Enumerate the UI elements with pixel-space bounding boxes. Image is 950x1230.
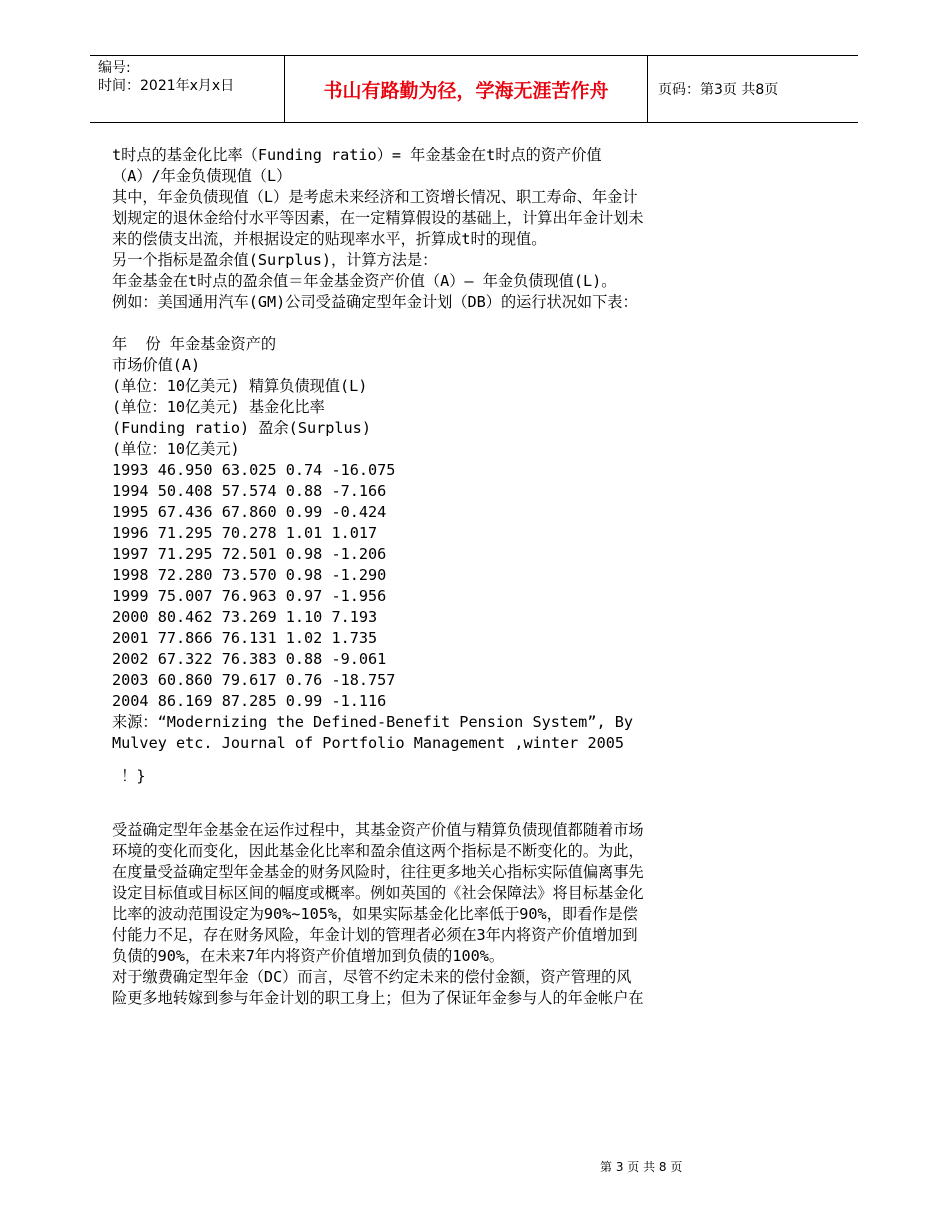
source-line: Mulvey etc. Journal of Portfolio Management ,winter 2005 (112, 734, 625, 752)
table-row: 1995 67.436 67.860 0.99 -0.424 (112, 503, 387, 521)
header-page-label: 页码：第3页 共8页 (658, 82, 779, 98)
body-line: 环境的变化而变化，因此基金化比率和盈余值这两个指标是不断变化的。为此， (112, 842, 644, 860)
number-label: 编号: (98, 60, 131, 76)
body-line: 险更多地转嫁到参与年金计划的职工身上；但为了保证年金参与人的年金帐户在 (112, 989, 644, 1007)
body-line: 来的偿债支出流，并根据设定的贴现率水平，折算成t时的现值。 (112, 230, 547, 248)
table-row: 1993 46.950 63.025 0.74 -16.075 (112, 461, 396, 479)
header-motto: 书山有路勤为径，学海无涯苦作舟 (284, 56, 648, 122)
source-line: 来源：“Modernizing the Defined-Benefit Pension System”, By (112, 713, 634, 731)
body-line: 比率的波动范围设定为90%~105%，如果实际基金化比率低于90%，即看作是偿 (112, 905, 638, 923)
body-text (112, 145, 772, 1009)
body-line: t时点的基金化比率（Funding ratio）= 年金基金在t时点的资产价值 (112, 146, 602, 164)
table-row: 1998 72.280 73.570 0.98 -1.290 (112, 566, 387, 584)
table-header-line: (单位：10亿美元) 精算负债现值(L) (112, 377, 368, 395)
body-line: 受益确定型年金基金在运作过程中，其基金资产价值与精算负债现值都随着市场 (112, 821, 644, 839)
header-left-cell (90, 56, 284, 122)
table-header-line: (单位：10亿美元) (112, 440, 240, 458)
body-line: 年金基金在t时点的盈余值＝年金基金资产价值（A）— 年金负债现值(L)。 (112, 272, 617, 290)
table-row: 2004 86.169 87.285 0.99 -1.116 (112, 692, 387, 710)
table-header-line: 年 份 年金基金资产的 (112, 335, 277, 353)
table-header-line: (单位：10亿美元) 基金化比率 (112, 398, 325, 416)
table-row: 2001 77.866 76.131 1.02 1.735 (112, 629, 378, 647)
table-header-line: (Funding ratio) 盈余(Surplus) (112, 419, 371, 437)
body-line: 对于缴费确定型年金（DC）而言，尽管不约定未来的偿付金额，资产管理的风 (112, 968, 632, 986)
page-header (90, 55, 858, 123)
table-row: 1996 71.295 70.278 1.01 1.017 (112, 524, 378, 542)
footer-page-number: 第 3 页 共 8 页 (600, 1160, 683, 1174)
body-line: （A）/年金负债现值（L） (112, 167, 292, 185)
table-row: 1994 50.408 57.574 0.88 -7.166 (112, 482, 387, 500)
table-header-line: 市场价值(A) (112, 356, 201, 374)
body-line: 负债的90%，在未来7年内将资产价值增加到负债的100%。 (112, 947, 505, 965)
body-line: 例如：美国通用汽车(GM)公司受益确定型年金计划（DB）的运行状况如下表： (112, 293, 638, 311)
body-line: 划规定的退休金给付水平等因素，在一定精算假设的基础上，计算出年金计划未 (112, 209, 644, 227)
body-line: 其中，年金负债现值（L）是考虑未来经济和工资增长情况、职工寿命、年金计 (112, 188, 638, 206)
table-row: 2000 80.462 73.269 1.10 7.193 (112, 608, 378, 626)
body-line: 另一个指标是盈余值(Surplus)，计算方法是： (112, 251, 438, 269)
table-row: 1997 71.295 72.501 0.98 -1.206 (112, 545, 387, 563)
table-row: 2002 67.322 76.383 0.88 -9.061 (112, 650, 387, 668)
stray-text: ！} (112, 767, 146, 785)
time-label: 时间：2021年x月x日 (98, 78, 235, 94)
table-row: 2003 60.860 79.617 0.76 -18.757 (112, 671, 396, 689)
body-line: 付能力不足，存在财务风险，年金计划的管理者必须在3年内将资产价值增加到 (112, 926, 638, 944)
body-line: 设定目标值或目标区间的幅度或概率。例如英国的《社会保障法》将目标基金化 (112, 884, 644, 902)
body-line: 在度量受益确定型年金基金的财务风险时，往往更多地关心指标实际值偏离事先 (112, 863, 644, 881)
table-row: 1999 75.007 76.963 0.97 -1.956 (112, 587, 387, 605)
